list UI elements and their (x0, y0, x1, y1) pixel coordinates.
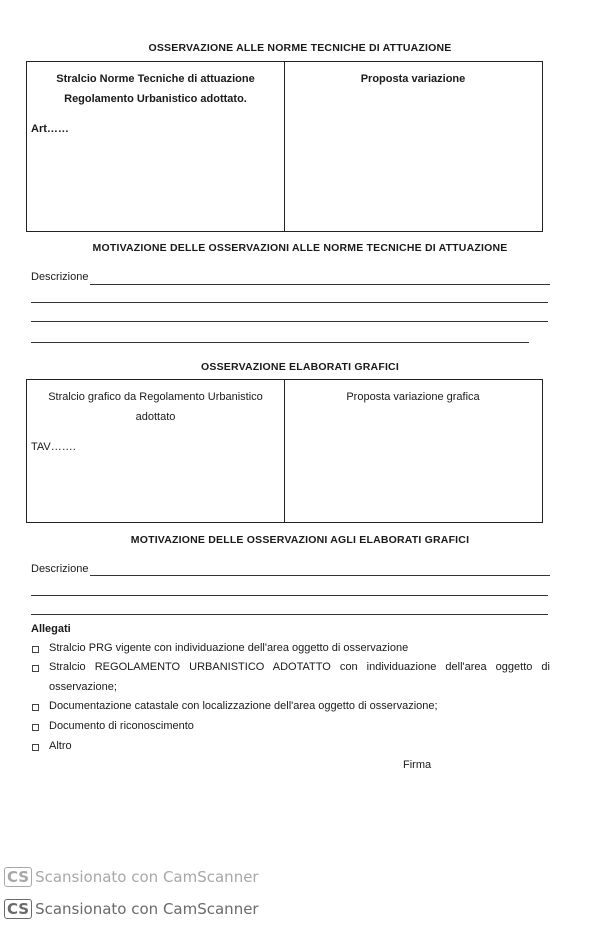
checkbox-icon[interactable] (32, 724, 39, 731)
checkbox-icon[interactable] (32, 704, 39, 711)
attachment-item: Documento di riconoscimento (49, 720, 194, 732)
watermark-text: Scansionato con CamScanner (35, 868, 259, 886)
section-heading-elaborati: OSSERVAZIONE ELABORATI GRAFICI (201, 361, 399, 373)
description-line-2b[interactable] (31, 595, 548, 596)
camscanner-logo-icon: CS (4, 899, 32, 919)
norme-left-title-line2: Regolamento Urbanistico adottato. (64, 93, 247, 105)
description-label-2: Descrizione (31, 563, 89, 575)
checkbox-icon[interactable] (32, 665, 39, 672)
description-line-1d[interactable] (31, 342, 529, 343)
checkbox-icon[interactable] (32, 744, 39, 751)
description-line-2c[interactable] (31, 614, 548, 615)
watermark-text: Scansionato con CamScanner (35, 900, 259, 918)
attachment-item: Stralcio PRG vigente con individuazione dell'area oggetto di osservazione (49, 642, 409, 654)
attachment-item: Documentazione catastale con localizzazione dell'area oggetto di osservazione; (49, 700, 438, 712)
description-line-1b[interactable] (31, 302, 548, 303)
camscanner-watermark (4, 899, 259, 919)
elaborati-right-title: Proposta variazione grafica (346, 391, 480, 403)
attachment-item-continuation: osservazione; (49, 681, 117, 693)
norme-table (26, 61, 543, 232)
description-line-1a[interactable] (90, 284, 550, 285)
description-label-1: Descrizione (31, 271, 89, 283)
norme-left-title-line1: Stralcio Norme Tecniche di attuazione (56, 73, 255, 85)
elaborati-left-title-line2: adottato (135, 411, 176, 423)
attachment-item: Stralcio REGOLAMENTO URBANISTICO ADOTATTO con individuazione dell'area oggetto di (49, 661, 550, 673)
elaborati-tav-ref: TAV……. (31, 441, 76, 453)
elaborati-table (26, 379, 543, 523)
camscanner-logo-icon: CS (4, 867, 32, 887)
attachment-item: Altro (49, 740, 72, 752)
elaborati-left-title-line1: Stralcio grafico da Regolamento Urbanistico (48, 391, 263, 403)
attachments-title: Allegati (31, 623, 71, 635)
norme-right-title: Proposta variazione (360, 73, 466, 85)
checkbox-icon[interactable] (32, 646, 39, 653)
camscanner-watermark (4, 867, 259, 887)
norme-article-ref: Art…… (31, 123, 69, 135)
section-heading-norme: OSSERVAZIONE ALLE NORME TECNICHE DI ATTUAZIONE (148, 42, 452, 54)
description-line-1c[interactable] (31, 321, 548, 322)
description-line-2a[interactable] (90, 575, 550, 576)
section-heading-motivazione-elaborati: MOTIVAZIONE DELLE OSSERVAZIONI AGLI ELABORATI GRAFICI (130, 534, 470, 546)
signature-label: Firma (403, 759, 432, 771)
section-heading-motivazione-norme: MOTIVAZIONE DELLE OSSERVAZIONI ALLE NORME TECNICHE DI ATTUAZIONE (92, 242, 508, 254)
